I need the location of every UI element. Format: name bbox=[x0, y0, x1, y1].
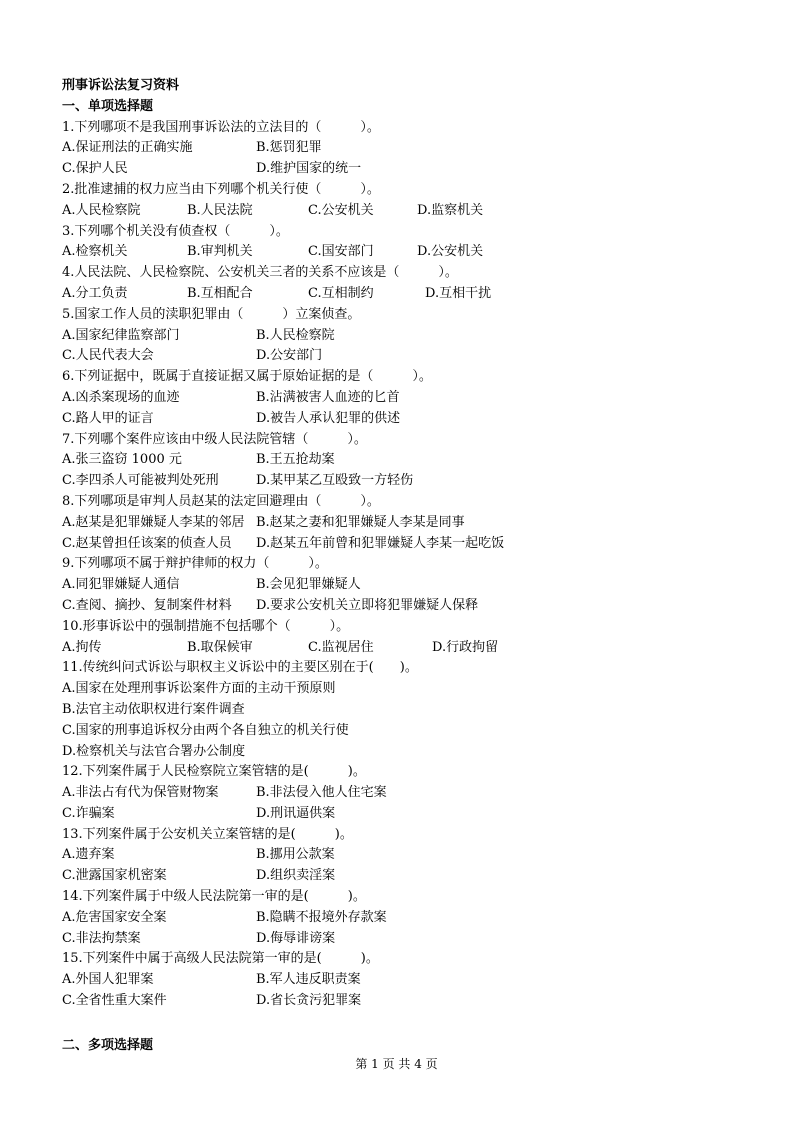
document-body bbox=[62, 76, 762, 1057]
option-a: A.检察机关 bbox=[62, 244, 128, 260]
option-row bbox=[62, 471, 762, 492]
option-b: B.隐瞒不报境外存款案 bbox=[256, 909, 387, 925]
option-row bbox=[62, 346, 762, 367]
option-d: D.某甲某乙互殴致一方轻伤 bbox=[256, 473, 414, 489]
question-text: 7.下列哪个案件应该由中级人民法院管辖（ ）。 bbox=[62, 431, 367, 447]
option-b: B.军人违反职责案 bbox=[256, 972, 361, 988]
option-a: A.拘传 bbox=[62, 639, 102, 655]
option-c: C.互相制约 bbox=[308, 285, 374, 301]
option-a: A.保证刑法的正确实施 bbox=[62, 140, 193, 156]
option-a: A.人民检察院 bbox=[62, 202, 141, 218]
question-text: 8.下列哪项是审判人员赵某的法定回避理由（ ）。 bbox=[62, 493, 380, 509]
option-a: A.非法占有代为保管财物案 bbox=[62, 785, 219, 801]
option-c: C.监视居住 bbox=[308, 639, 374, 655]
option-d: D.监察机关 bbox=[417, 202, 484, 218]
option-a: A.同犯罪嫌疑人通信 bbox=[62, 577, 180, 593]
section-title-single-choice: 一、单项选择题 bbox=[62, 98, 154, 114]
option-c: C.全省性重大案件 bbox=[62, 993, 167, 1009]
option-c: C.非法拘禁案 bbox=[62, 930, 141, 946]
option-row bbox=[62, 513, 762, 534]
option-row bbox=[62, 845, 762, 866]
option-b: B.人民检察院 bbox=[256, 327, 335, 343]
option-a: A.国家纪律监察部门 bbox=[62, 327, 180, 343]
option-c: C.路人甲的证言 bbox=[62, 410, 154, 426]
question-text: 6.下列证据中，既属于直接证据又属于原始证据的是（ ）。 bbox=[62, 369, 432, 385]
question-text: 3.下列哪个机关没有侦查权（ ）。 bbox=[62, 223, 289, 239]
option-b: B.取保候审 bbox=[187, 639, 253, 655]
option-b: B.法官主动依职权进行案件调查 bbox=[62, 701, 245, 717]
option-row bbox=[62, 450, 762, 471]
option-c: C.赵某曾担任该案的侦查人员 bbox=[62, 535, 232, 551]
option-b: B.沾满被害人血迹的匕首 bbox=[256, 389, 400, 405]
option-b: B.惩罚犯罪 bbox=[256, 140, 322, 156]
option-row bbox=[62, 534, 762, 555]
option-c: C.诈骗案 bbox=[62, 805, 115, 821]
option-c: C.国安部门 bbox=[308, 244, 374, 260]
option-d: D.检察机关与法官合署办公制度 bbox=[62, 743, 246, 759]
option-row bbox=[62, 804, 762, 825]
option-c: C.保护人民 bbox=[62, 161, 128, 177]
option-row bbox=[62, 575, 762, 596]
document-title: 刑事诉讼法复习资料 bbox=[62, 78, 180, 93]
option-b: B.互相配合 bbox=[187, 285, 253, 301]
option-a: A.赵某是犯罪嫌疑人李某的邻居 bbox=[62, 514, 245, 530]
option-b: B.会见犯罪嫌疑人 bbox=[256, 577, 361, 593]
option-a: A.分工负责 bbox=[62, 285, 128, 301]
question-text: 2.批准逮捕的权力应当由下列哪个机关行使（ ）。 bbox=[62, 181, 380, 197]
option-c: C.公安机关 bbox=[308, 202, 374, 218]
option-row bbox=[62, 866, 762, 887]
option-row bbox=[62, 929, 762, 950]
option-row bbox=[62, 596, 762, 617]
option-d: D.行政拘留 bbox=[432, 639, 499, 655]
option-row bbox=[62, 970, 762, 991]
option-row bbox=[62, 388, 762, 409]
option-d: D.公安机关 bbox=[417, 244, 484, 260]
option-row bbox=[62, 284, 762, 305]
option-row bbox=[62, 159, 762, 180]
question-text: 13.下列案件属于公安机关立案管辖的是( )。 bbox=[62, 826, 353, 842]
option-d: D.要求公安机关立即将犯罪嫌疑人保释 bbox=[256, 597, 479, 613]
option-row bbox=[62, 201, 762, 222]
option-d: D.省长贪污犯罪案 bbox=[256, 993, 362, 1009]
question-list bbox=[62, 118, 762, 1012]
option-row bbox=[62, 409, 762, 430]
option-d: D.侮辱诽谤案 bbox=[256, 930, 336, 946]
option-b: B.王五抢劫案 bbox=[256, 452, 335, 468]
option-row bbox=[62, 138, 762, 159]
option-d: D.公安部门 bbox=[256, 348, 323, 364]
section-gap bbox=[62, 1012, 762, 1036]
option-d: D.互相干扰 bbox=[425, 285, 492, 301]
option-d: D.赵某五年前曾和犯罪嫌疑人李某一起吃饭 bbox=[256, 535, 505, 551]
question-text: 4.人民法院、人民检察院、公安机关三者的关系不应该是（ ）。 bbox=[62, 265, 458, 281]
option-c: C.查阅、摘抄、复制案件材料 bbox=[62, 597, 232, 613]
section-title-multiple-choice: 二、多项选择题 bbox=[62, 1037, 154, 1053]
question-text: 12.下列案件属于人民检察院立案管辖的是( )。 bbox=[62, 764, 366, 780]
option-row bbox=[62, 242, 762, 263]
option-row bbox=[62, 783, 762, 804]
option-a: A.外国人犯罪案 bbox=[62, 972, 154, 988]
option-b: B.挪用公款案 bbox=[256, 847, 335, 863]
question-text: 10.形事诉讼中的强制措施不包括哪个（ ）。 bbox=[62, 618, 350, 634]
option-a: A.遗弃案 bbox=[62, 847, 115, 863]
option-a: A.危害国家安全案 bbox=[62, 909, 167, 925]
option-d: D.被告人承认犯罪的供述 bbox=[256, 410, 401, 426]
option-c: C.人民代表大会 bbox=[62, 348, 154, 364]
option-c: C.李四杀人可能被判处死刑 bbox=[62, 473, 219, 489]
question-text: 1.下列哪项不是我国刑事诉讼法的立法目的（ ）。 bbox=[62, 119, 380, 135]
question-text: 14.下列案件属于中级人民法院第一审的是( )。 bbox=[62, 889, 366, 905]
option-a: A.国家在处理刑事诉讼案件方面的主动干预原则 bbox=[62, 681, 336, 697]
option-row bbox=[62, 991, 762, 1012]
option-d: D.组织卖淫案 bbox=[256, 868, 336, 884]
option-b: B.人民法院 bbox=[187, 202, 253, 218]
option-c: C.泄露国家机密案 bbox=[62, 868, 167, 884]
option-row bbox=[62, 638, 762, 659]
option-row bbox=[62, 908, 762, 929]
option-b: B.审判机关 bbox=[187, 244, 253, 260]
question-text: 9.下列哪项不属于辩护律师的权力（ ）。 bbox=[62, 556, 328, 572]
option-c: C.国家的刑事追诉权分由两个各自独立的机关行使 bbox=[62, 722, 349, 738]
option-d: D.刑讯逼供案 bbox=[256, 805, 336, 821]
question-text: 11.传统纠问式诉讼与职权主义诉讼中的主要区别在于( )。 bbox=[62, 660, 418, 676]
option-d: D.维护国家的统一 bbox=[256, 161, 362, 177]
option-a: A.张三盗窃 1000 元 bbox=[62, 452, 182, 468]
option-b: B.非法侵入他人住宅案 bbox=[256, 785, 387, 801]
question-text: 5.国家工作人员的渎职犯罪由（ ）立案侦查。 bbox=[62, 306, 361, 322]
option-row bbox=[62, 326, 762, 347]
option-a: A.凶杀案现场的血迹 bbox=[62, 389, 180, 405]
page-footer: 第 1 页 共 4 页 bbox=[355, 1057, 438, 1071]
question-text: 15.下列案件中属于高级人民法院第一审的是( )。 bbox=[62, 951, 379, 967]
option-b: B.赵某之妻和犯罪嫌疑人李某是同事 bbox=[256, 514, 465, 530]
